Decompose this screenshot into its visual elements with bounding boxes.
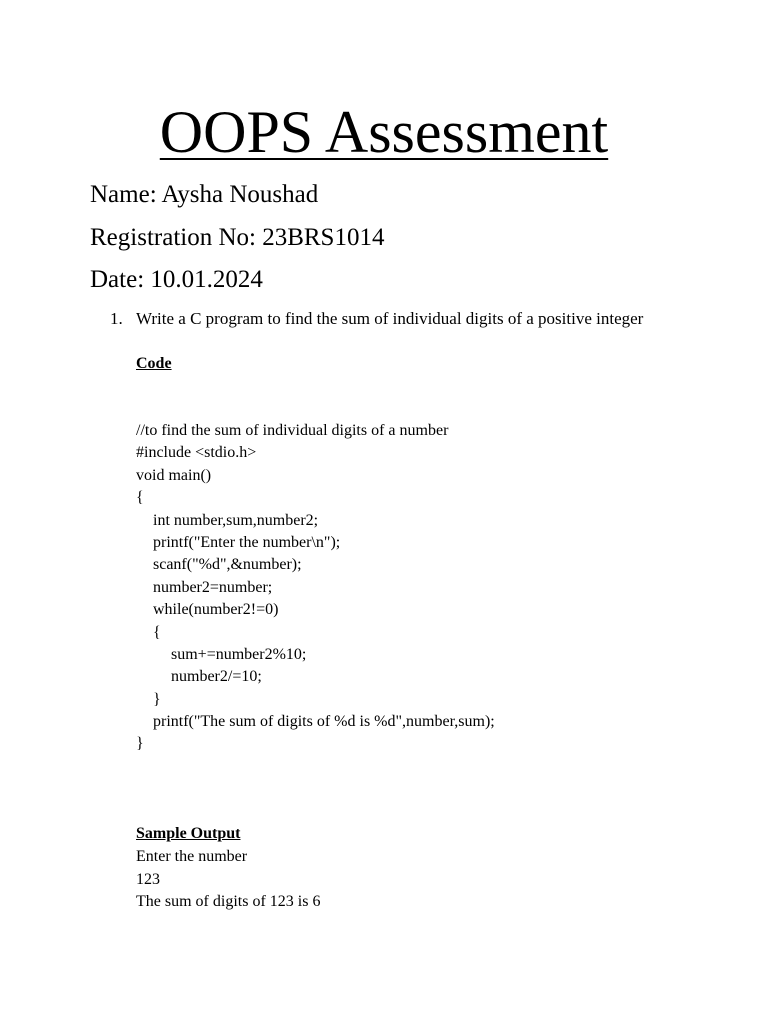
output-line: Enter the number [136,848,248,865]
code-line: number2=number; [153,578,273,596]
code-line: #include <stdio.h> [136,444,257,462]
code-line: int number,sum,number2; [153,511,319,529]
code-line: printf("The sum of digits of %d is %d",number,sum); [153,713,495,731]
question-text: Write a C program to find the sum of individual digits of a positive integer [136,309,644,328]
code-line: void main() [136,466,212,484]
code-line: scanf("%d",&number); [153,556,302,574]
code-line: number2/=10; [171,668,262,686]
page-title: OOPS Assessment [159,99,609,165]
code-heading: Code [136,355,172,372]
question-number: 1. [110,309,123,328]
code-block [136,420,495,756]
code-line: { [153,623,161,641]
output-line: 123 [136,870,160,888]
question-item [110,308,643,330]
sample-output-heading: Sample Output [136,825,241,842]
code-line: sum+=number2%10; [171,645,307,663]
registration-number: Registration No: 23BRS1014 [90,224,385,251]
output-line: The sum of digits of 123 is 6 [136,893,321,910]
code-line: printf("Enter the number\n"); [153,533,341,551]
code-line: while(number2!=0) [153,601,279,619]
code-line: } [136,735,144,753]
code-line: { [136,489,144,507]
sample-output-block [136,846,320,914]
student-name: Name: Aysha Noushad [90,181,319,208]
code-line: //to find the sum of individual digits of a number [136,422,449,439]
code-line: } [153,690,161,708]
assessment-date: Date: 10.01.2024 [90,266,263,293]
